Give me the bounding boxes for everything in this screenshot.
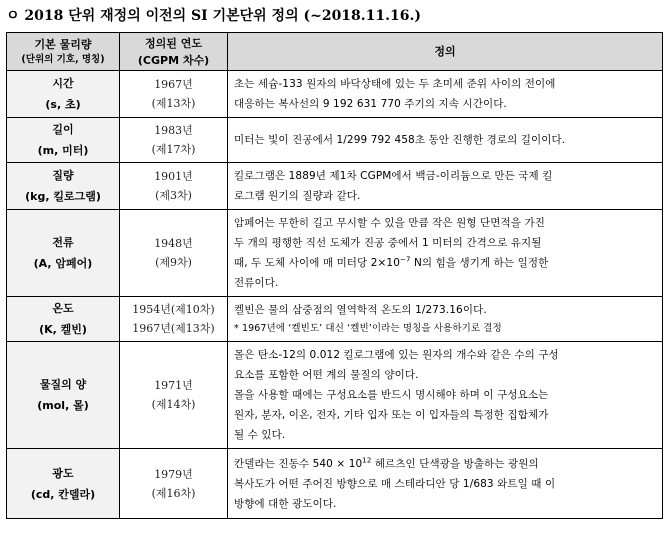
definition-cell bbox=[228, 163, 663, 210]
definition-line bbox=[234, 454, 656, 474]
header-quantity-sub: (단위의 기호, 명칭) bbox=[21, 54, 105, 65]
year-value: 1967년 bbox=[154, 78, 193, 91]
quantity-unit: (kg, 킬로그램) bbox=[25, 190, 101, 203]
table-row-time bbox=[7, 71, 663, 118]
definition-line: 몰은 탄소-12의 0.012 킬로그램에 있는 원자의 개수와 같은 수의 구성 bbox=[234, 349, 559, 361]
quantity-name: 광도 bbox=[52, 466, 74, 480]
quantity-cell bbox=[7, 210, 120, 297]
definition-line: 로그램 원기의 질량과 같다. bbox=[234, 190, 361, 202]
si-units-table bbox=[6, 32, 663, 519]
quantity-name: 길이 bbox=[52, 123, 74, 136]
table-row-amount-of-substance bbox=[7, 342, 663, 449]
header-quantity bbox=[7, 33, 120, 71]
definition-cell bbox=[228, 71, 663, 118]
quantity-name: 물질의 양 bbox=[39, 378, 87, 391]
year-value: 1948년 bbox=[154, 237, 193, 250]
year-value: 1954년(제10차) bbox=[132, 303, 215, 316]
table-row-mass bbox=[7, 163, 663, 210]
quantity-name: 전류 bbox=[52, 236, 74, 249]
table-row-length bbox=[7, 118, 663, 163]
year-value: 1979년 bbox=[154, 467, 193, 481]
table-row-current bbox=[7, 210, 663, 297]
year-cell bbox=[120, 210, 228, 297]
definition-line: 암페어는 무한히 길고 무시할 수 있을 만큼 작은 원형 단면적을 가진 bbox=[234, 217, 545, 229]
definition-text: 헤르츠인 단색광을 방출하는 광원의 bbox=[371, 457, 539, 470]
header-definition bbox=[228, 33, 663, 71]
definition-line: 방향에 대한 광도이다. bbox=[234, 497, 337, 510]
quantity-unit: (K, 켈빈) bbox=[39, 323, 87, 336]
year-cell bbox=[120, 163, 228, 210]
definition-line: 두 개의 평행한 직선 도체가 진공 중에서 1 미터의 간격으로 유지될 bbox=[234, 237, 542, 249]
cgpm-session: (제3차) bbox=[155, 189, 192, 202]
header-quantity-label: 기본 물리량 bbox=[34, 38, 92, 51]
cgpm-session: (제16차) bbox=[151, 486, 196, 500]
quantity-unit: (A, 암페어) bbox=[33, 257, 93, 270]
definition-text: 칸델라는 진동수 540 × 10 bbox=[234, 457, 363, 470]
quantity-cell bbox=[7, 297, 120, 342]
definition-text: N의 힘을 생기게 하는 일정한 bbox=[410, 257, 549, 269]
header-year bbox=[120, 33, 228, 71]
definition-line: 몰을 사용할 때에는 구성요소를 반드시 명시해야 하며 이 구성요소는 bbox=[234, 389, 549, 401]
year-cell bbox=[120, 449, 228, 519]
definition-cell bbox=[228, 297, 663, 342]
quantity-unit: (m, 미터) bbox=[37, 144, 89, 157]
quantity-name: 질량 bbox=[52, 169, 74, 182]
page-title: ㅇ 2018 단위 재정의 이전의 SI 기본단위 정의 (~2018.11.16.) bbox=[6, 8, 422, 24]
cgpm-session: (제9차) bbox=[155, 256, 192, 269]
table-header-row bbox=[7, 33, 663, 71]
quantity-cell bbox=[7, 118, 120, 163]
definition-text: 때, 두 도체 사이에 매 미터당 2×10 bbox=[234, 257, 400, 269]
header-definition-label: 정의 bbox=[434, 45, 456, 58]
quantity-name: 온도 bbox=[52, 302, 74, 315]
definition-line: 복사도가 어떤 주어진 방향으로 매 스테라디안 당 1/683 와트일 때 이 bbox=[234, 477, 556, 490]
year-value: 1983년 bbox=[154, 124, 193, 137]
definition-cell bbox=[228, 210, 663, 297]
definition-line bbox=[234, 253, 656, 273]
definition-line: 전류이다. bbox=[234, 277, 279, 289]
cgpm-session: (제17차) bbox=[151, 143, 196, 156]
definition-note: * 1967년에 ‘켈빈도’ 대신 ‘켈빈’이라는 명칭을 사용하기로 결정 bbox=[234, 323, 502, 334]
definition-cell bbox=[228, 449, 663, 519]
definition-line: 요소를 포함한 어떤 계의 물질의 양이다. bbox=[234, 369, 419, 381]
year-cell bbox=[120, 342, 228, 449]
year-value: 1971년 bbox=[154, 379, 193, 392]
table-row-temperature bbox=[7, 297, 663, 342]
quantity-unit: (s, 초) bbox=[45, 98, 81, 111]
quantity-unit: (mol, 몰) bbox=[37, 399, 89, 412]
definition-line: 킬로그램은 1889년 제1차 CGPM에서 백금-이리듐으로 만든 국제 킬 bbox=[234, 170, 553, 182]
table-row-luminous-intensity bbox=[7, 449, 663, 519]
exponent: −7 bbox=[399, 255, 411, 264]
exponent: 12 bbox=[362, 456, 372, 464]
cgpm-session: (제14차) bbox=[151, 398, 196, 411]
definition-line: 될 수 있다. bbox=[234, 429, 286, 441]
quantity-cell bbox=[7, 71, 120, 118]
cgpm-session: (제13차) bbox=[151, 97, 196, 110]
quantity-unit: (cd, 칸델라) bbox=[30, 487, 96, 501]
definition-line: 초는 세슘-133 원자의 바닥상태에 있는 두 초미세 준위 사이의 전이에 bbox=[234, 78, 556, 90]
quantity-cell bbox=[7, 163, 120, 210]
year-value: 1901년 bbox=[154, 170, 193, 183]
quantity-cell bbox=[7, 342, 120, 449]
definition-line: 미터는 빛이 진공에서 1/299 792 458초 동안 진행한 경로의 길이이다. bbox=[234, 134, 566, 146]
header-year-label: 정의된 연도 bbox=[145, 36, 202, 50]
quantity-name: 시간 bbox=[52, 77, 74, 90]
quantity-cell bbox=[7, 449, 120, 519]
definition-cell bbox=[228, 118, 663, 163]
year-cell bbox=[120, 71, 228, 118]
definition-cell bbox=[228, 342, 663, 449]
definition-line: 켈빈은 물의 삼중점의 열역학적 온도의 1/273.16이다. bbox=[234, 304, 487, 316]
definition-line: 대응하는 복사선의 9 192 631 770 주기의 지속 시간이다. bbox=[234, 98, 507, 110]
header-year-sub: (CGPM 차수) bbox=[137, 53, 210, 67]
year-value: 1967년(제13차) bbox=[132, 322, 215, 335]
definition-line: 원자, 분자, 이온, 전자, 기타 입자 또는 이 입자들의 특정한 집합체가 bbox=[234, 409, 549, 421]
year-cell bbox=[120, 297, 228, 342]
year-cell bbox=[120, 118, 228, 163]
